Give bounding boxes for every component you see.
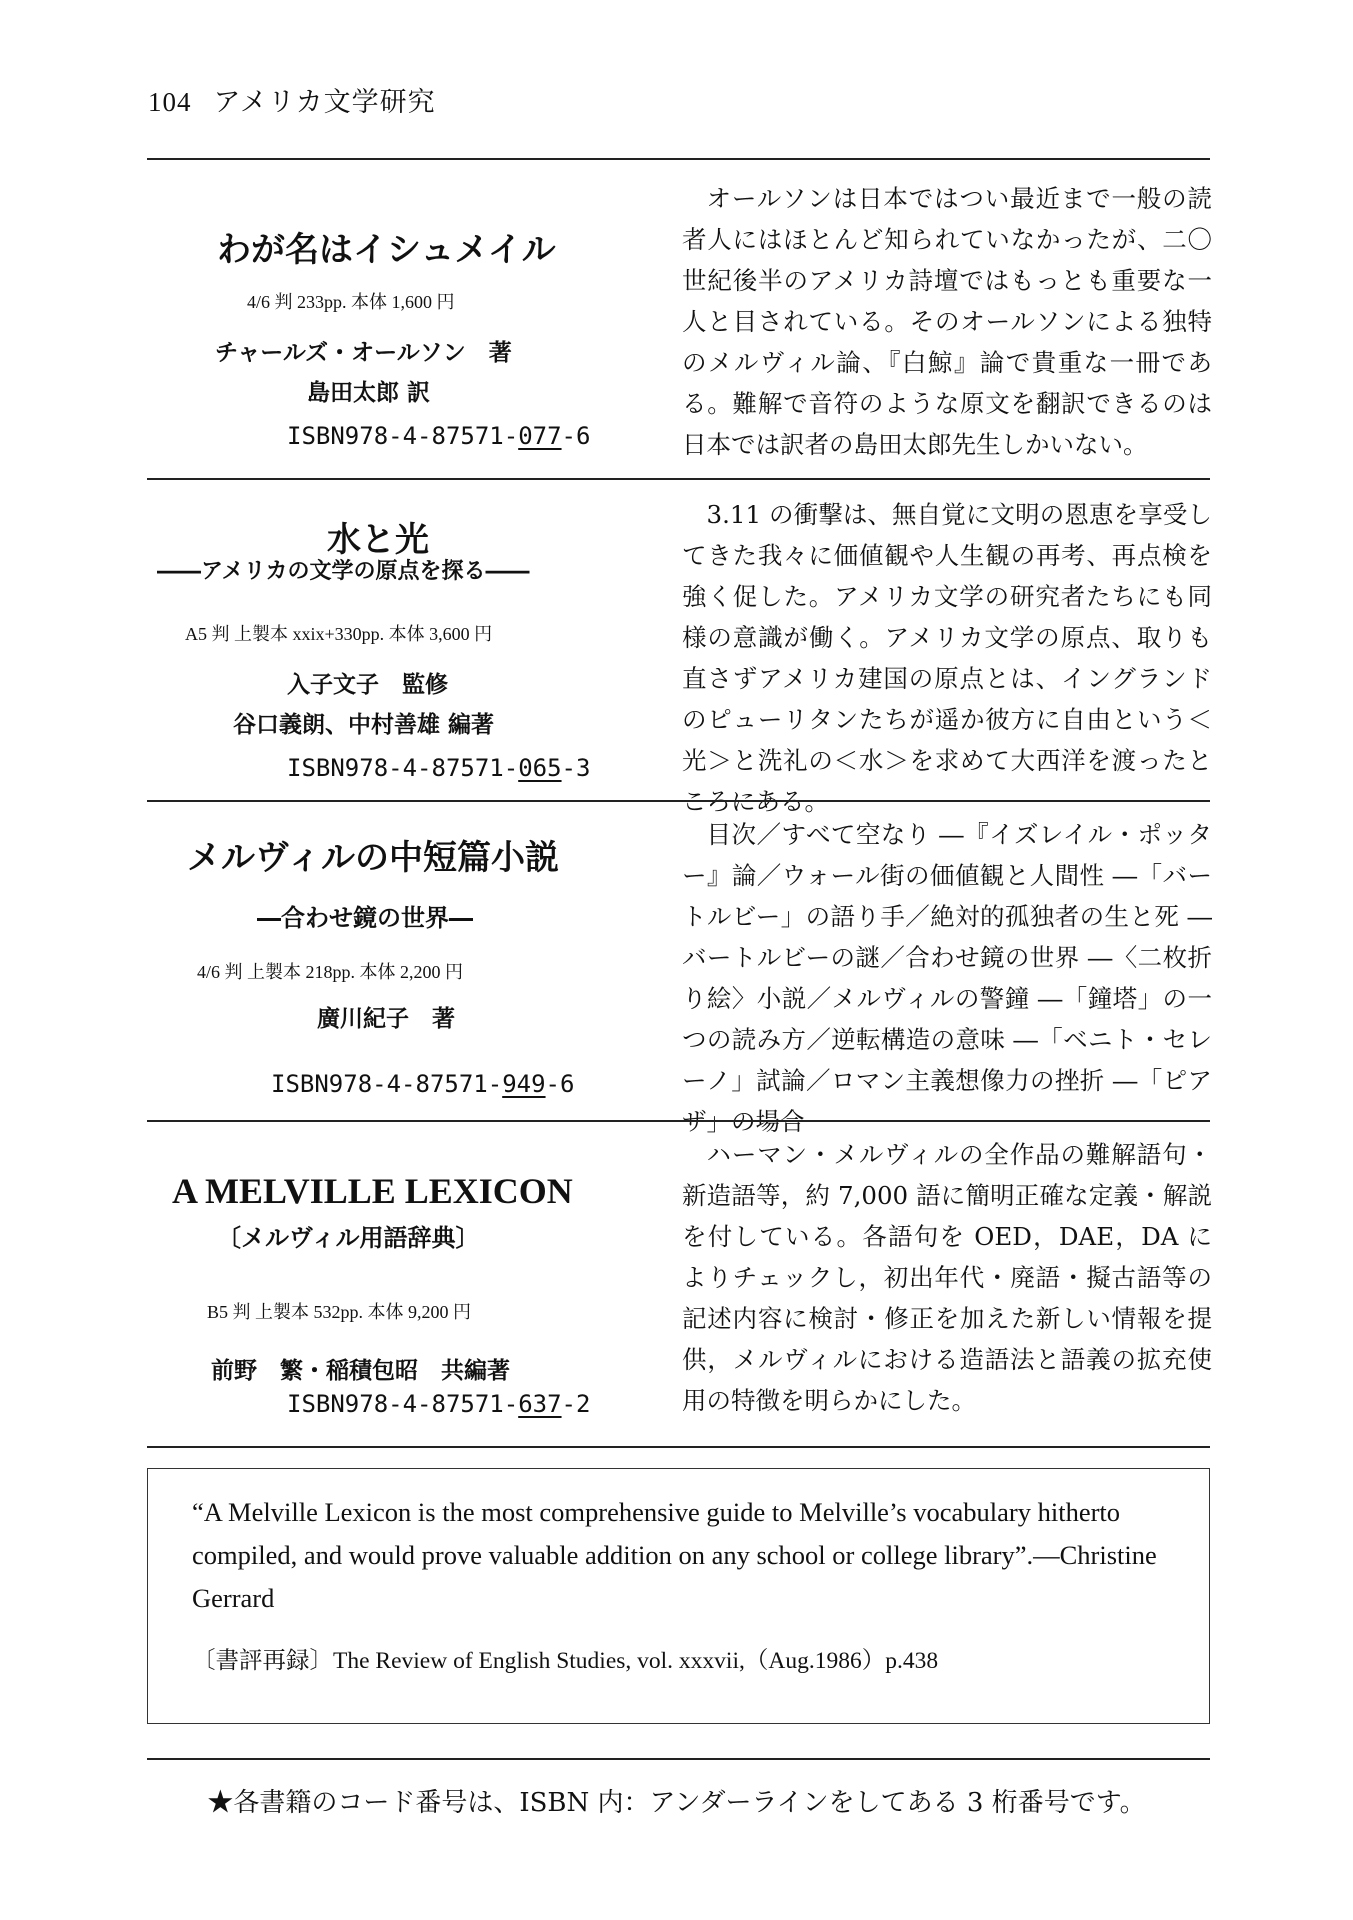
book-title: A MELVILLE LEXICON xyxy=(172,1171,573,1211)
book-entry-ishmael xyxy=(147,160,1210,478)
book-spec: 4/6 判 上製本 218pp. 本体 2,200 円 xyxy=(197,962,464,982)
book-author: 廣川紀子 著 xyxy=(317,1006,455,1032)
isbn-prefix: ISBN978-4-87571- xyxy=(287,1390,519,1418)
book-description: オールソンは日本ではつい最近まで一般の読者人にはほとんど知られていなかったが、二〇世紀後半のアメリカ詩壇ではもっとも重要な一人と目されている。そのオールソンによる独特のメルヴィル論、『白鯨』論で貴重な一冊である。難解で音符のような原文を翻訳できるのは日本では訳者の島田太郎先生しかいない。 xyxy=(682,184,1212,459)
footnote: ★各書籍のコード番号は、ISBN 内：アンダーラインをしてある 3 桁番号です。 xyxy=(207,1788,1146,1818)
isbn-code: 077 xyxy=(518,422,562,450)
book-spec: 4/6 判 233pp. 本体 1,600 円 xyxy=(247,292,455,312)
isbn-prefix: ISBN978-4-87571- xyxy=(287,422,519,450)
page-header xyxy=(148,80,436,119)
isbn-code: 637 xyxy=(518,1390,562,1418)
book-isbn xyxy=(287,754,590,782)
page-number: 104 xyxy=(148,87,192,117)
book-entry-melville-short-stories xyxy=(147,802,1212,1136)
isbn-suffix: -6 xyxy=(545,1070,575,1098)
book-info xyxy=(147,480,667,800)
book-title: メルヴィルの中短篇小説 xyxy=(187,838,559,878)
review-quote: “A Melville Lexicon is the most comprehensive guide to Melville’s vocabulary hitherto compiled, and would prove valuable addition on any school or college library”.—Christine Gerrard xyxy=(192,1497,1157,1613)
book-info xyxy=(147,160,667,478)
isbn-code: 949 xyxy=(502,1070,546,1098)
isbn-suffix: -3 xyxy=(561,754,591,782)
book-description: 3.11 の衝撃は、無自覚に文明の恩恵を享受してきた我々に価値観や人生観の再考、再点検を強く促した。アメリカ文学の研究者たちにも同様の意識が働く。アメリカ文学の原点、取りも直さずアメリカ建国の原点とは、イングランドのピューリタンたちが遥か彼方に自由という＜光＞と洗礼の＜水＞を求めて大西洋を渡ったところにある。 xyxy=(682,500,1212,816)
book-title: 水と光 xyxy=(327,520,429,560)
review-box xyxy=(147,1468,1210,1724)
book-isbn xyxy=(271,1070,574,1098)
divider xyxy=(147,1758,1210,1760)
book-info xyxy=(147,802,667,1120)
book-editors: 前野 繁・稲積包昭 共編著 xyxy=(211,1358,510,1384)
book-editors: 谷口義朗、中村善雄 編著 xyxy=(233,712,495,738)
isbn-code: 065 xyxy=(518,754,562,782)
book-author: チャールズ・オールソン 著 xyxy=(215,340,512,366)
divider xyxy=(147,1446,1210,1448)
book-info xyxy=(147,1122,667,1440)
review-source: 〔書評再録〕The Review of English Studies, vol. xxxvii,（Aug.1986）p.438 xyxy=(192,1648,939,1674)
book-entry-melville-lexicon xyxy=(147,1122,1210,1440)
book-subtitle: 〔メルヴィル用語辞典〕 xyxy=(217,1224,480,1252)
book-spec: B5 判 上製本 532pp. 本体 9,200 円 xyxy=(207,1302,472,1322)
journal-title: アメリカ文学研究 xyxy=(213,87,436,118)
isbn-suffix: -2 xyxy=(561,1390,591,1418)
book-supervisor: 入子文子 監修 xyxy=(287,672,448,698)
isbn-prefix: ISBN978-4-87571- xyxy=(287,754,519,782)
book-entry-mizu-to-hikari xyxy=(147,480,1212,816)
book-description: ハーマン・メルヴィルの全作品の難解語句・新造語等，約 7,000 語に簡明正確な定義・解説を付している。各語句を OED，DAE，DA によりチェックし，初出年代・廃語・擬古語等の記述内容に検討・修正を加えた新しい情報を提供，メルヴィルにおける造語法と語義の拡充使用の特徴を明らかにした。 xyxy=(682,1140,1212,1415)
book-spec: A5 判 上製本 xxix+330pp. 本体 3,600 円 xyxy=(185,624,493,644)
book-description: 目次／すべて空なり ―『イズレイル・ポッター』論／ウォール街の価値観と人間性 ―「バートルビー」の語り手／絶対的孤独者の生と死 ― バートルビーの謎／合わせ鏡の世界 ―〈二枚折り絵〉小説／メルヴィルの警鐘 ―「鐘塔」の一つの読み方／逆転構造の意味 ―「ベニト・セレーノ」試論／ロマン主義想像力の挫折 ―「ピアザ」の場合 xyxy=(682,820,1212,1136)
book-translator: 島田太郎 訳 xyxy=(307,380,431,406)
book-subtitle: ――アメリカの文学の原点を探る―― xyxy=(157,559,530,584)
book-isbn xyxy=(287,422,590,450)
isbn-suffix: -6 xyxy=(561,422,591,450)
book-subtitle: ―合わせ鏡の世界― xyxy=(257,904,473,932)
book-title: わが名はイシュメイル xyxy=(217,230,556,270)
book-isbn xyxy=(287,1390,590,1418)
isbn-prefix: ISBN978-4-87571- xyxy=(271,1070,503,1098)
